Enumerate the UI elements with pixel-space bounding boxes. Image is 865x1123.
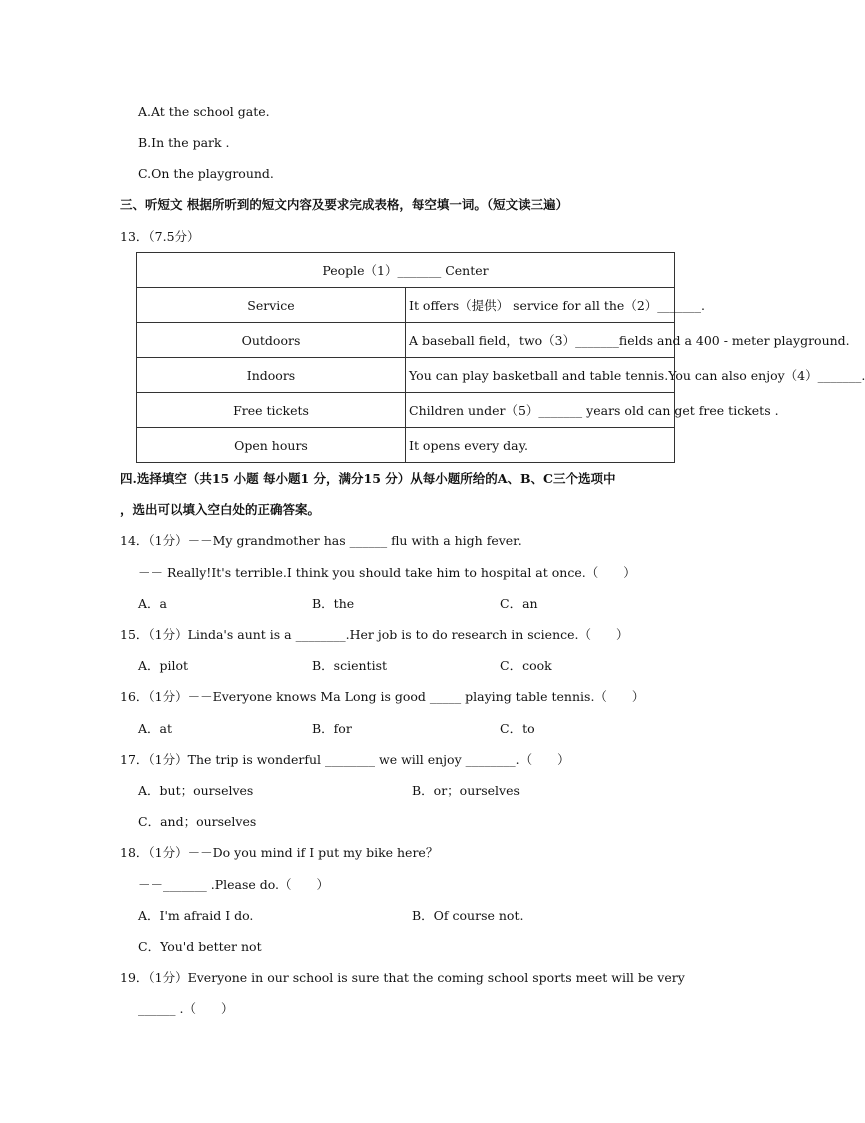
table-row	[137, 323, 675, 358]
question-15-option-a[interactable]: A．pilot	[138, 658, 189, 673]
option-c[interactable]: C.On the playground.	[138, 166, 274, 181]
table-row	[137, 428, 675, 463]
table-row	[137, 253, 675, 288]
section3-heading: 三、听短文 根据所听到的短文内容及要求完成表格，每空填一词。（短文读三遍）	[120, 197, 569, 212]
table-value: It opens every day.	[406, 428, 675, 463]
question-16-stem: 16．（1分）－－Everyone knows Ma Long is good _____ playing table tennis.（ ）	[120, 689, 645, 704]
table-title: People（1）_______ Center	[137, 253, 675, 288]
question-16-option-a[interactable]: A．at	[138, 721, 173, 736]
table-key: Free tickets	[137, 393, 406, 428]
question-17-option-b[interactable]: B．or；ourselves	[412, 783, 520, 798]
table-key: Outdoors	[137, 323, 406, 358]
listening-table	[136, 252, 865, 463]
question-15-option-b[interactable]: B．scientist	[312, 658, 388, 673]
table-key: Indoors	[137, 358, 406, 393]
table-key: Open hours	[137, 428, 406, 463]
question-15-stem: 15．（1分）Linda's aunt is a ________.Her job is to do research in science.（ ）	[120, 627, 629, 642]
question-17-option-c[interactable]: C．and；ourselves	[138, 814, 257, 829]
table-value: A baseball field，two（3）_______fields and a 400 - meter playground.	[406, 323, 675, 358]
section4-heading-line1: 四.选择填空（共15 小题 每小题1 分，满分15 分）从每小题所给的A、B、C三个选项中	[120, 471, 616, 486]
section4-heading-line2: ，选出可以填入空白处的正确答案。	[120, 502, 321, 517]
option-a[interactable]: A.At the school gate.	[138, 104, 270, 119]
question-13-label: 13．（7.5分）	[120, 229, 200, 244]
question-16-option-b[interactable]: B．for	[312, 721, 352, 736]
question-14-option-a[interactable]: A．a	[138, 596, 167, 611]
question-18-option-a[interactable]: A．I'm afraid I do.	[138, 908, 254, 923]
question-18-option-c[interactable]: C．You'd better not	[138, 939, 262, 954]
table-value: Children under（5）_______ years old can get free tickets .	[406, 393, 675, 428]
table-row	[137, 393, 675, 428]
table-key: Service	[137, 288, 406, 323]
question-14-stem-2: －－ Really!It's terrible.I think you should take him to hospital at once.（ ）	[138, 565, 636, 580]
option-b[interactable]: B.In the park .	[138, 135, 230, 150]
question-14-option-b[interactable]: B．the	[312, 596, 355, 611]
question-14-stem: 14．（1分）－－My grandmother has ______ flu with a high fever.	[120, 533, 522, 548]
question-18-option-b[interactable]: B．Of course not.	[412, 908, 524, 923]
question-18-stem: 18．（1分）－－Do you mind if I put my bike here？	[120, 845, 439, 860]
question-17-option-a[interactable]: A．but；ourselves	[138, 783, 254, 798]
question-15-option-c[interactable]: C．cook	[500, 658, 552, 673]
question-19-stem-2: ______ .（ ）	[138, 1001, 234, 1016]
question-19-stem: 19．（1分）Everyone in our school is sure that the coming school sports meet will be very	[120, 970, 685, 985]
question-17-stem: 17．（1分）The trip is wonderful ________ we will enjoy ________.（ ）	[120, 752, 570, 767]
table-row	[137, 288, 675, 323]
table-value: It offers（提供） service for all the（2）_______.	[406, 288, 675, 323]
question-14-option-c[interactable]: C．an	[500, 596, 538, 611]
question-16-option-c[interactable]: C．to	[500, 721, 535, 736]
table-value: You can play basketball and table tennis.You can also enjoy（4）_______.	[406, 358, 675, 393]
table-row	[137, 358, 675, 393]
question-18-stem-2: －－_______ .Please do.（ ）	[138, 877, 330, 892]
